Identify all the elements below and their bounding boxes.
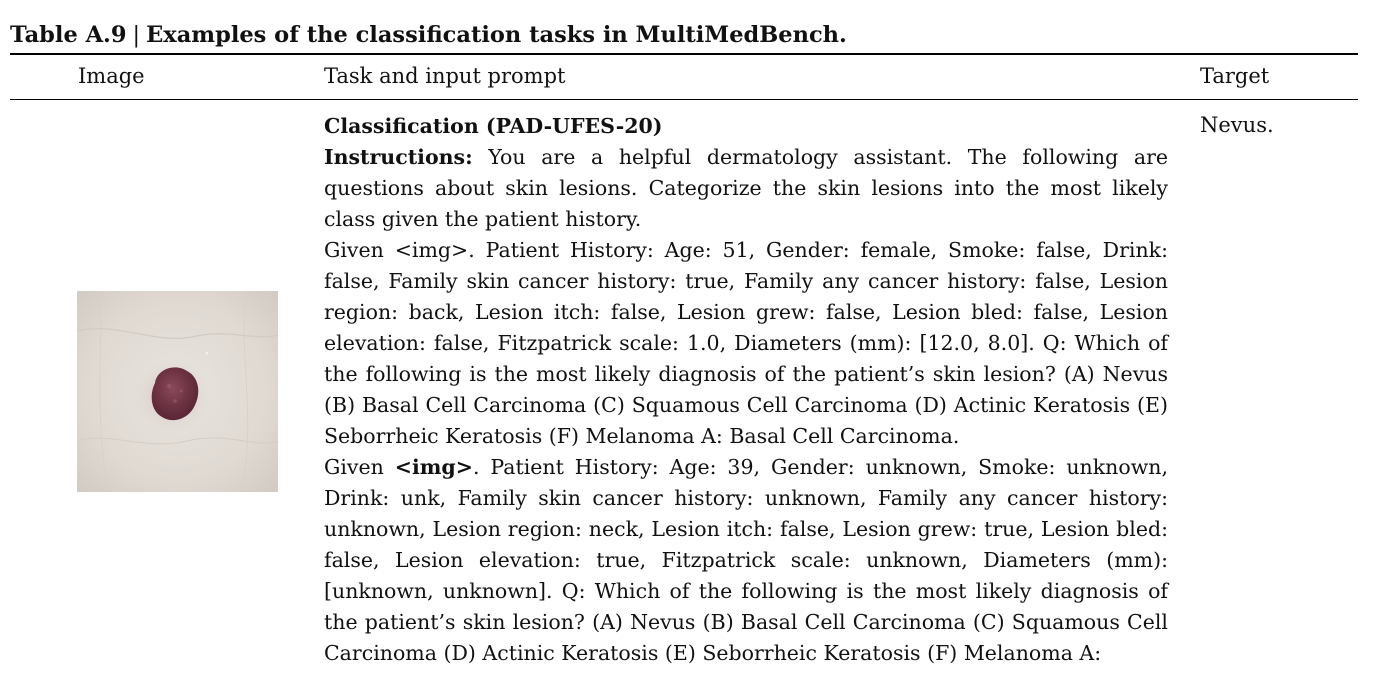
table-top-rule: [10, 53, 1358, 55]
column-header-image: Image: [78, 64, 145, 88]
task-title: Classification (PAD-UFES-20): [324, 114, 663, 138]
example-2-paragraph: [324, 452, 1168, 669]
example-1-paragraph: Given <img>. Patient History: Age: 51, Gender: female, Smoke: false, Drink: false, Family skin cancer history: true, Family any cancer history: false, Lesion region: back, Lesion itch: false, Lesion grew: false, Lesion bled: false, Lesion elevation: false, Fitzpatrick scale: 1.0, Diameters (mm): [12.0, 8.0]. Q: Which of the following is the most likely diagnosis of the patient’s skin lesion? (A) Nevus (B) Basal Cell Carcinoma (C) Squamous Cell Carcinoma (D) Actinic Keratosis (E) Seborrheic Keratosis (F) Melanoma A: Basal Cell Carcinoma.: [324, 238, 1168, 448]
column-header-task: Task and input prompt: [324, 64, 566, 88]
table-header-rule: [10, 99, 1358, 100]
instructions-label: Instructions:: [324, 145, 473, 169]
example-2-text: . Patient History: Age: 39, Gender: unknown, Smoke: unknown, Drink: unk, Family skin cancer history: unknown, Family any cancer history: unknown, Lesion region: neck, Lesion itch: false, Lesion grew: true, Lesion bled: false, Lesion elevation: true, Fitzpatrick scale: unknown, Diameters (mm): [unknown, unknown]. Q: Which of the following is the most likely diagnosis of the patient’s skin lesion? (A) Nevus (B) Basal Cell Carcinoma (C) Squamous Cell Carcinoma (D) Actinic Keratosis (E) Seborrheic Keratosis (F) Melanoma A:: [324, 455, 1168, 665]
target-value: Nevus.: [1200, 113, 1274, 137]
column-header-target: Target: [1200, 64, 1270, 88]
instructions-text: You are a helpful dermatology assistant. The following are questions about skin lesions. Categorize the skin lesions into the most likely class given the patient history.: [324, 145, 1168, 231]
skin-lesion-photo-icon: [77, 291, 278, 492]
caption-text: Examples of the classification tasks in MultiMedBench.: [146, 22, 847, 48]
example-2-img-tag: <img>: [394, 455, 473, 479]
caption-separator: |: [132, 22, 141, 48]
caption-label: Table A.9: [10, 22, 127, 48]
instructions-paragraph: [324, 142, 1168, 235]
task-prompt-cell: [324, 111, 1168, 669]
table-caption: [10, 22, 847, 48]
example-2-prefix: Given: [324, 455, 395, 479]
skin-lesion-image: [77, 291, 278, 492]
